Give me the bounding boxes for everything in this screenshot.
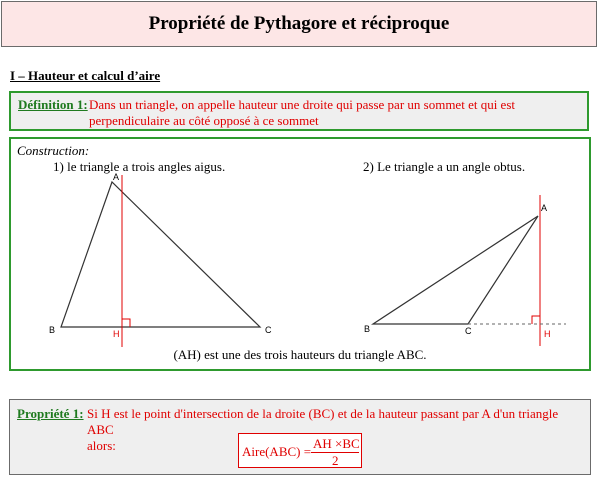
- right-angle-mark-obtuse: [532, 316, 540, 324]
- vertex-b-label-obtuse: B: [364, 324, 371, 334]
- vertex-c-label-obtuse: C: [465, 326, 472, 336]
- page-title-text: Propriété de Pythagore et réciproque: [148, 13, 450, 34]
- property-line-1: Si H est le point d'intersection de la droite (BC) et de la hauteur passant par A d'un triangle ABC: [87, 406, 559, 437]
- case1-label: 1) le triangle a trois angles aigus.: [53, 159, 226, 174]
- formula-denominator: 2: [332, 453, 339, 468]
- construction-box: [9, 137, 591, 371]
- property-label: Propriété 1:: [17, 406, 84, 421]
- triangle-abc-obtuse: [373, 216, 538, 324]
- page-title: [1, 1, 597, 47]
- area-formula-box: [238, 433, 362, 468]
- triangle-abc-acute: [61, 182, 260, 327]
- construction-caption: (AH) est une des trois hauteurs du triangle ABC.: [173, 347, 427, 362]
- definition-label: Définition 1:: [18, 97, 88, 112]
- construction-label: Construction:: [17, 143, 90, 158]
- figure-obtuse-triangle: [364, 195, 566, 346]
- case2-label: 2) Le triangle a un angle obtus.: [363, 159, 526, 174]
- foot-h-label-obtuse: H: [544, 329, 551, 339]
- vertex-a-label-obtuse: A: [541, 203, 548, 213]
- right-angle-mark-acute: [122, 319, 130, 327]
- definition-text: Dans un triangle, on appelle hauteur une droite qui passe par un sommet et qui est perpendiculaire au côté opposé à ce sommet: [89, 97, 515, 128]
- property-line-2: alors:: [87, 438, 116, 453]
- vertex-c-label-acute: C: [265, 325, 272, 335]
- construction-figures: [11, 139, 589, 369]
- vertex-a-label-acute: A: [113, 172, 120, 182]
- property-box: [9, 399, 591, 475]
- formula-lhs: Aire(ABC) =: [242, 444, 312, 459]
- formula-numerator: AH ×BC: [313, 436, 360, 451]
- vertex-b-label-acute: B: [49, 325, 56, 335]
- section-title: I – Hauteur et calcul d’aire: [10, 68, 161, 83]
- figure-acute-triangle: [49, 172, 272, 347]
- foot-h-label-acute: H: [113, 329, 120, 339]
- definition-box: [9, 91, 589, 131]
